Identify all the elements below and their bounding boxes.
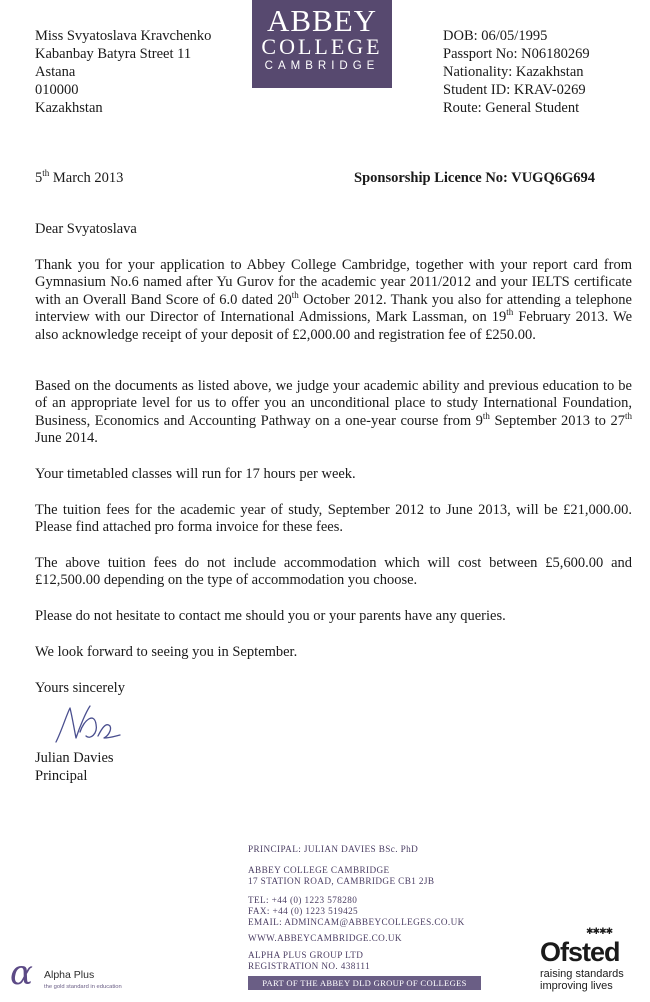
alpha-symbol-icon: α bbox=[10, 953, 33, 993]
signature-image bbox=[52, 702, 122, 748]
footer-registration: REGISTRATION NO. 438111 bbox=[248, 961, 371, 972]
alpha-plus-name: Alpha Plus bbox=[44, 969, 95, 981]
text-run: June 2014. bbox=[35, 430, 98, 447]
address-line: Miss Svyatoslava Kravchenko bbox=[35, 28, 212, 44]
logo-line-cambridge: CAMBRIDGE bbox=[264, 60, 380, 72]
paragraph-contact: Please do not hesitate to contact me should you or your parents have any queries. bbox=[35, 608, 506, 624]
paragraph-timetable: Your timetabled classes will run for 17 hours per week. bbox=[35, 466, 356, 482]
footer-address: 17 STATION ROAD, CAMBRIDGE CB1 2JB bbox=[248, 875, 435, 886]
signatory-title: Principal bbox=[35, 768, 88, 784]
logo-line-abbey: ABBEY bbox=[266, 3, 378, 38]
ofsted-wordmark: Ofsted bbox=[540, 937, 620, 967]
student-dob: DOB: 06/05/1995 bbox=[443, 28, 548, 44]
text-run: Based on the documents as listed above, we judge your academic ability and previous education to be of an appropriate level for us to offer you an unconditional place to study International Foundation, Business, Economics and Accounting Pathway on a one-year course from 9 bbox=[35, 378, 632, 429]
footer-group-bar: PART OF THE ABBEY DLD GROUP OF COLLEGES bbox=[248, 976, 481, 990]
paragraph-offer bbox=[35, 378, 632, 448]
student-id: Student ID: KRAV-0269 bbox=[443, 82, 586, 98]
student-route: Route: General Student bbox=[443, 100, 580, 116]
footer-email: EMAIL: ADMINCAM@ABBEYCOLLEGES.CO.UK bbox=[248, 916, 465, 927]
address-line: Astana bbox=[35, 64, 76, 80]
address-line: 010000 bbox=[35, 82, 79, 98]
date-day: 5 bbox=[35, 170, 43, 186]
address-line: Kabanbay Batyra Street 11 bbox=[35, 46, 192, 62]
student-details bbox=[443, 27, 590, 117]
signatory bbox=[35, 749, 114, 785]
ordinal-suffix: th bbox=[624, 410, 632, 421]
footer-web: WWW.ABBEYCAMBRIDGE.CO.UK bbox=[248, 933, 402, 944]
alpha-plus-tagline: the gold standard in education bbox=[44, 984, 122, 990]
ordinal-suffix: th bbox=[291, 289, 299, 300]
text-run: Thank you for your application to Abbey College Cambridge, together with your report card from Gymnasium No.6 named after Yu Gurov for the academic year 2011/2012 and your IELTS certificate with an Overall Band Score of 6.0 dated 20 bbox=[35, 257, 632, 308]
closing: Yours sincerely bbox=[35, 680, 125, 696]
footer-tel: TEL: +44 (0) 1223 578280 bbox=[248, 894, 358, 905]
ordinal-suffix: th bbox=[506, 307, 514, 318]
student-nationality: Nationality: Kazakhstan bbox=[443, 64, 584, 80]
paragraph-application bbox=[35, 257, 632, 344]
text-run: September 2013 to 27 bbox=[489, 412, 625, 429]
paragraph-tuition: The tuition fees for the academic year of study, September 2012 to June 2013, will be £21,000.00. Please find attached pro forma invoice for these fees. bbox=[35, 502, 632, 536]
ordinal-suffix: th bbox=[482, 410, 490, 421]
paragraph-accommodation: The above tuition fees do not include accommodation which will cost between £5,600.00 and £12,500.00 depending on the type of accommodation you choose. bbox=[35, 555, 632, 589]
recipient-address bbox=[35, 27, 211, 117]
ofsted-tagline-1: raising standards bbox=[540, 968, 624, 980]
footer-group: ALPHA PLUS GROUP LTD bbox=[248, 950, 364, 961]
footer-college: ABBEY COLLEGE CAMBRIDGE bbox=[248, 864, 390, 875]
ofsted-tagline-2: improving lives bbox=[540, 980, 613, 992]
ofsted-logo bbox=[540, 926, 640, 996]
date-rest: March 2013 bbox=[49, 170, 124, 186]
letter-date bbox=[35, 170, 123, 187]
date-suffix: th bbox=[42, 168, 50, 179]
ofsted-stars-icon: ✱✱✱✱ bbox=[586, 926, 613, 936]
college-logo bbox=[252, 0, 392, 88]
signatory-name: Julian Davies bbox=[35, 750, 114, 766]
footer-fax: FAX: +44 (0) 1223 519425 bbox=[248, 905, 359, 916]
student-passport: Passport No: N06180269 bbox=[443, 46, 590, 62]
letterhead-footer bbox=[248, 844, 465, 972]
text-run: October 2012. Thank you also for attending a telephone interview with our Director of International Admissions, Mark Lassman, on 19 bbox=[35, 291, 632, 326]
footer-principal: PRINCIPAL: JULIAN DAVIES BSc. PhD bbox=[248, 844, 419, 854]
alpha-plus-logo bbox=[10, 955, 130, 995]
sponsorship-licence: Sponsorship Licence No: VUGQ6G694 bbox=[354, 170, 596, 186]
text-run: February 2013. We also acknowledge receipt of your deposit of £2,000.00 and registration fee of £250.00. bbox=[35, 309, 633, 343]
address-line: Kazakhstan bbox=[35, 100, 103, 116]
paragraph-forward: We look forward to seeing you in September. bbox=[35, 644, 298, 660]
logo-line-college: COLLEGE bbox=[261, 34, 383, 59]
salutation: Dear Svyatoslava bbox=[35, 221, 137, 237]
